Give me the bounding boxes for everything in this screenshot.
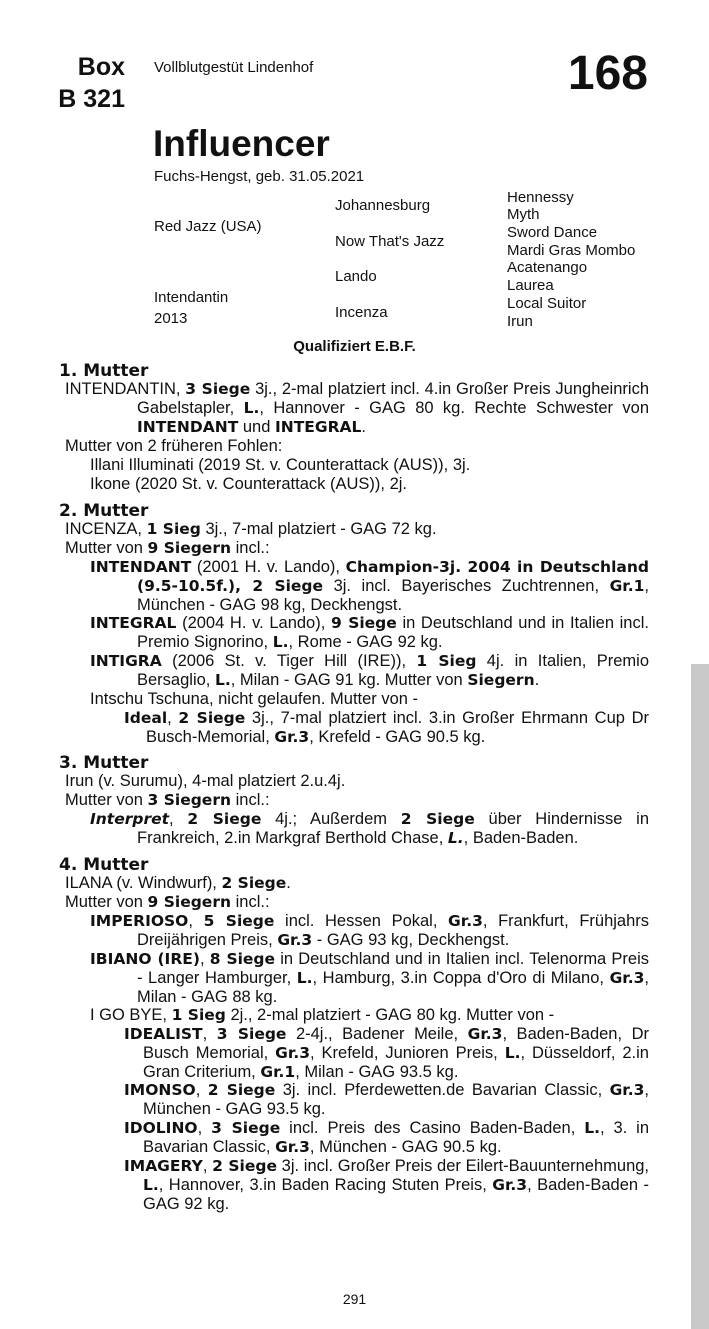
produce-item: INTEGRAL (2004 H. v. Lando), 9 Siege in Deutschland und in Italien incl. Premio Signorino, L., Rome - GAG 92 kg. [90,614,649,651]
pedigree-great-grandparent: Local Suitor [507,295,587,312]
horse-info: Fuchs-Hengst, geb. 31.05.2021 [154,168,365,185]
dam-record: Irun (v. Surumu), 4-mal platziert 2.u.4j. [65,772,346,790]
produce-item: INTIGRA (2006 St. v. Tiger Hill (IRE)), 1 Sieg 4j. in Italien, Premio Bersaglio, L., Milan - GAG 91 kg. Mutter von Siegern. [90,652,650,689]
pedigree-grandparent: Incenza [335,304,388,321]
produce-heading: Mutter von 2 früheren Fohlen: [65,437,283,455]
produce-item: Intschu Tschuna, nicht gelaufen. Mutter von - [90,690,419,708]
produce-item: Ikone (2020 St. v. Counterattack (AUS)), 2j. [90,475,407,493]
pedigree-grandparent: Johannesburg [335,197,431,214]
dam-record: ILANA (v. Windwurf), 2 Siege. [65,874,291,892]
section-title-2: 2. Mutter [59,501,149,521]
lot-number: 168 [567,47,648,100]
section-title-3: 3. Mutter [59,753,149,773]
pedigree-grandparent: Lando [335,268,377,285]
produce-heading: Mutter von 9 Siegern incl.: [65,539,270,557]
pedigree-great-grandparent: Irun [507,313,533,330]
produce-heading: Mutter von 3 Siegern incl.: [65,791,270,809]
pedigree-great-grandparent: Acatenango [507,259,588,276]
pedigree-dam-year: 2013 [154,310,188,327]
pedigree-grandparent: Now That's Jazz [335,233,445,250]
produce-item: IMPERIOSO, 5 Siege incl. Hessen Pokal, Gr.3, Frankfurt, Frühjahrs Dreijährigen Preis, Gr.3 - GAG 93 kg, Deckhengst. [90,912,650,949]
pedigree-great-grandparent: Sword Dance [507,224,598,241]
section-title-1: 1. Mutter [59,361,149,381]
produce-item: Illani Illuminati (2019 St. v. Counterattack (AUS)), 3j. [90,456,471,474]
breeder-name: Vollblutgestüt Lindenhof [154,59,314,76]
produce-item: IMAGERY, 2 Siege 3j. incl. Großer Preis der Eilert-Bauunternehmung, L., Hannover, 3.in Baden Racing Stuten Preis, Gr.3, Baden-Baden - GAG 92 kg. [124,1157,650,1213]
produce-item: IDEALIST, 3 Siege 2-4j., Badener Meile, Gr.3, Baden-Baden, Dr Busch Memorial, Gr.3, Krefeld, Junioren Preis, L., Düsseldorf, 2.in Gran Criterium, Gr.1, Milan - GAG 93.5 kg. [124,1025,649,1081]
horse-name: Influencer [153,123,330,164]
produce-item: Ideal, 2 Siege 3j., 7-mal platziert incl. 3.in Großer Ehrmann Cup Dr Busch-Memorial, Gr.3, Krefeld - GAG 90.5 kg. [124,709,650,746]
produce-heading: Mutter von 9 Siegern incl.: [65,893,270,911]
qualification-note: Qualifiziert E.B.F. [293,338,416,355]
box-label: Box [77,53,125,81]
produce-item: I GO BYE, 1 Sieg 2j., 2-mal platziert - GAG 80 kg. Mutter von - [90,1006,555,1024]
pedigree-sire: Red Jazz (USA) [154,218,262,235]
dam-record: INCENZA, 1 Sieg 3j., 7-mal platziert - GAG 72 kg. [65,520,437,538]
section-title-4: 4. Mutter [59,855,149,875]
produce-item: Interpret, 2 Siege 4j.; Außerdem 2 Siege über Hindernisse in Frankreich, 2.in Markgraf Berthold Chase, L., Baden-Baden. [90,810,650,847]
pedigree-great-grandparent: Mardi Gras Mombo [507,242,636,259]
scrollbar[interactable] [691,664,709,1329]
produce-item: IDOLINO, 3 Siege incl. Preis des Casino Baden-Baden, L., 3. in Bavarian Classic, Gr.3, München - GAG 90.5 kg. [124,1119,650,1156]
pedigree-great-grandparent: Laurea [507,277,554,294]
produce-item: INTENDANT (2001 H. v. Lando), Champion-3j. 2004 in Deutschland (9.5-10.5f.), 2 Siege 3j. incl. Bayerisches Zuchtrennen, Gr.1, München - GAG 98 kg, Deckhengst. [90,558,649,614]
pedigree-great-grandparent: Hennessy [507,189,574,206]
produce-item: IBIANO (IRE), 8 Siege in Deutschland und in Italien incl. Telenorma Preis - Langer Hamburger, L., Hamburg, 3.in Coppa d'Oro di Milano, Gr.3, Milan - GAG 88 kg. [90,950,649,1006]
pedigree-dam: Intendantin [154,289,229,306]
pedigree-great-grandparent: Myth [507,206,540,223]
box-number: B 321 [58,85,125,113]
dam-record: INTENDANTIN, 3 Siege 3j., 2-mal platziert incl. 4.in Großer Preis Jungheinrich Gabelstapler, L., Hannover - GAG 80 kg. Rechte Schwester von INTENDANT und INTEGRAL. [65,380,649,436]
produce-item: IMONSO, 2 Siege 3j. incl. Pferdewetten.de Bavarian Classic, Gr.3, München - GAG 93.5 kg. [124,1081,649,1118]
page-number: 291 [342,1291,367,1307]
